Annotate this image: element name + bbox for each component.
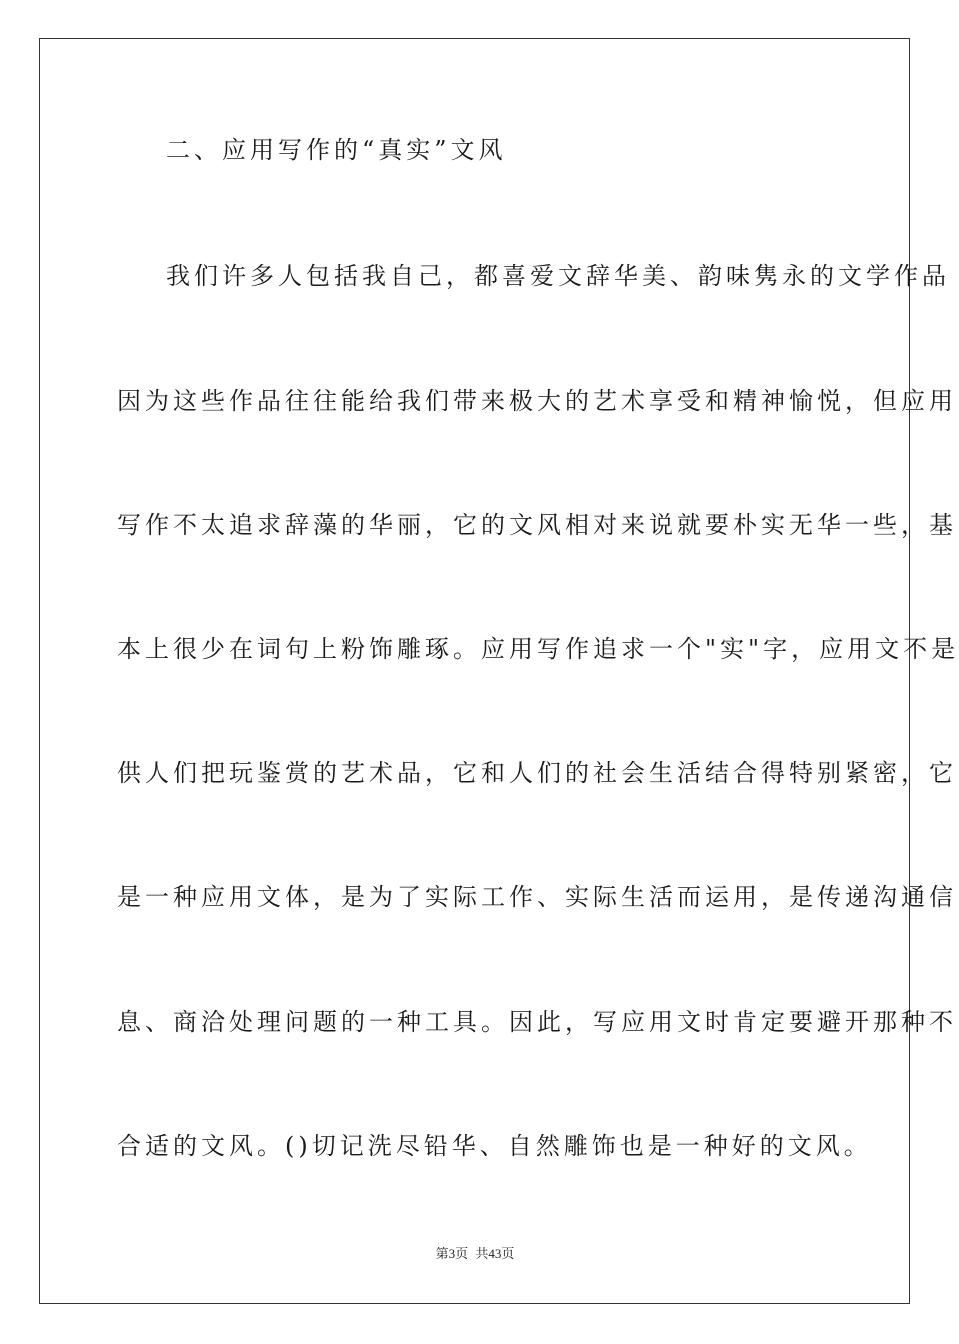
page-footer [0, 1246, 950, 1262]
current-page-label: 第3页 [435, 1246, 469, 1261]
page-frame [39, 38, 959, 1304]
paragraph-line: 供人们把玩鉴赏的艺术品，它和人们的社会生活结合得特别紧密，它 [117, 759, 957, 787]
section-heading: 二、应用写作的“真实”文风 [166, 136, 507, 164]
paragraph-line: 息、商洽处理问题的一种工具。因此，写应用文时肯定要避开那种不 [117, 1008, 957, 1036]
paragraph-line: 本上很少在词句上粉饰雕琢。应用写作追求一个"实"字，应用文不是 [117, 635, 959, 663]
paragraph-line: 合适的文风。()切记洗尽铅华、自然雕饰也是一种好的文风。 [117, 1132, 872, 1160]
total-pages-label: 共43页 [475, 1246, 515, 1261]
paragraph-line: 我们许多人包括我自己，都喜爱文辞华美、韵味隽永的文学作品 [166, 262, 950, 290]
paragraph-line: 是一种应用文体，是为了实际工作、实际生活而运用，是传递沟通信 [117, 883, 957, 911]
paragraph-line: 因为这些作品往往能给我们带来极大的艺术享受和精神愉悦，但应用 [117, 387, 957, 415]
paragraph-line: 写作不太追求辞藻的华丽，它的文风相对来说就要朴实无华一些，基 [117, 511, 957, 539]
